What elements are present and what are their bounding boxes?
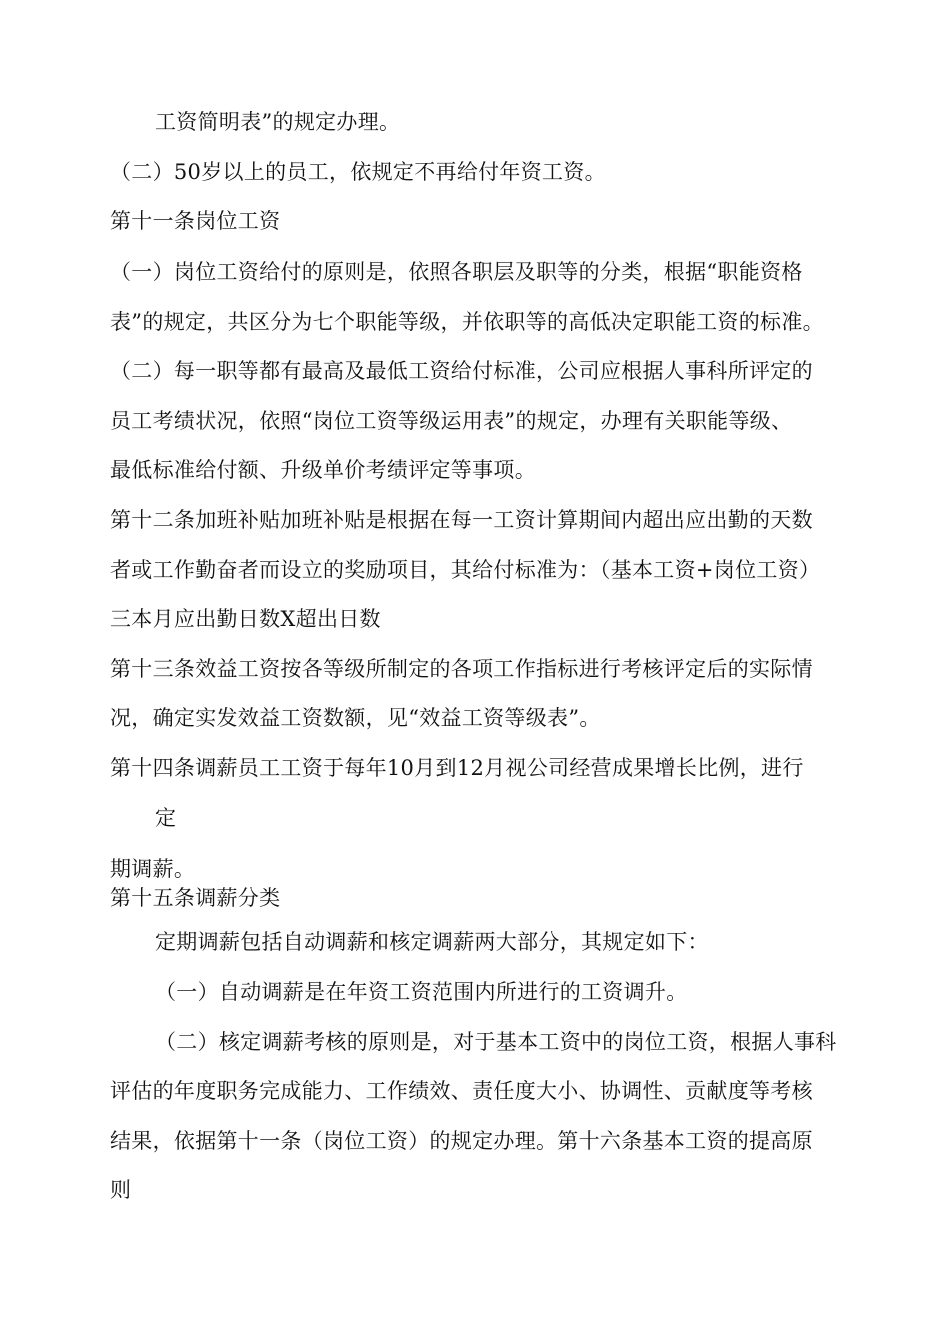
text-line: 员工考绩状况，依照“岗位工资等级运用表”的规定，办理有关职能等级、	[110, 409, 793, 433]
text-line: 工资简明表”的规定办理。	[155, 110, 401, 134]
text-line: （二）核定调薪考核的原则是，对于基本工资中的岗位工资，根据人事科	[155, 1030, 837, 1054]
text-line: 评估的年度职务完成能力、工作绩效、责任度大小、协调性、贡献度等考核	[110, 1079, 813, 1103]
section-heading: 第十三条效益工资按各等级所制定的各项工作指标进行考核评定后的实际情	[110, 657, 813, 681]
text-line: 定期调薪包括自动调薪和核定调薪两大部分，其规定如下：	[155, 930, 709, 954]
text-line: 最低标准给付额、升级单价考绩评定等事项。	[110, 458, 536, 482]
text-line: 者或工作勤奋者而设立的奖励项目，其给付标准为：（基本工资+岗位工资）	[110, 558, 821, 582]
section-heading: 第十五条调薪分类	[110, 886, 281, 910]
text-line: 表”的规定，共区分为七个职能等级，并依职等的高低决定职能工资的标准。	[110, 310, 824, 334]
text-line: 三本月应出勤日数X超出日数	[110, 607, 381, 631]
text-line: 况，确定实发效益工资数额，见“效益工资等级表”。	[110, 706, 601, 730]
text-line: 定	[155, 806, 177, 830]
text-line: 期调薪。	[110, 857, 196, 881]
section-heading: 第十四条调薪员工工资于每年10月到12月视公司经营成果增长比例，进行	[110, 756, 804, 780]
text-line: 结果，依据第十一条（岗位工资）的规定办理。第十六条基本工资的提高原	[110, 1129, 813, 1153]
section-heading: 第十一条岗位工资	[110, 209, 281, 233]
text-line: （一）自动调薪是在年资工资范围内所进行的工资调升。	[155, 980, 688, 1004]
section-heading: 第十二条加班补贴加班补贴是根据在每一工资计算期间内超出应出勤的天数	[110, 508, 813, 532]
text-line: 则	[110, 1178, 132, 1202]
text-line: （一）岗位工资给付的原则是，依照各职层及职等的分类，根据“职能资格	[110, 260, 803, 284]
text-line: （二）每一职等都有最高及最低工资给付标准，公司应根据人事科所评定的	[110, 359, 813, 383]
text-line: （二）50岁以上的员工，依规定不再给付年资工资。	[110, 160, 606, 184]
